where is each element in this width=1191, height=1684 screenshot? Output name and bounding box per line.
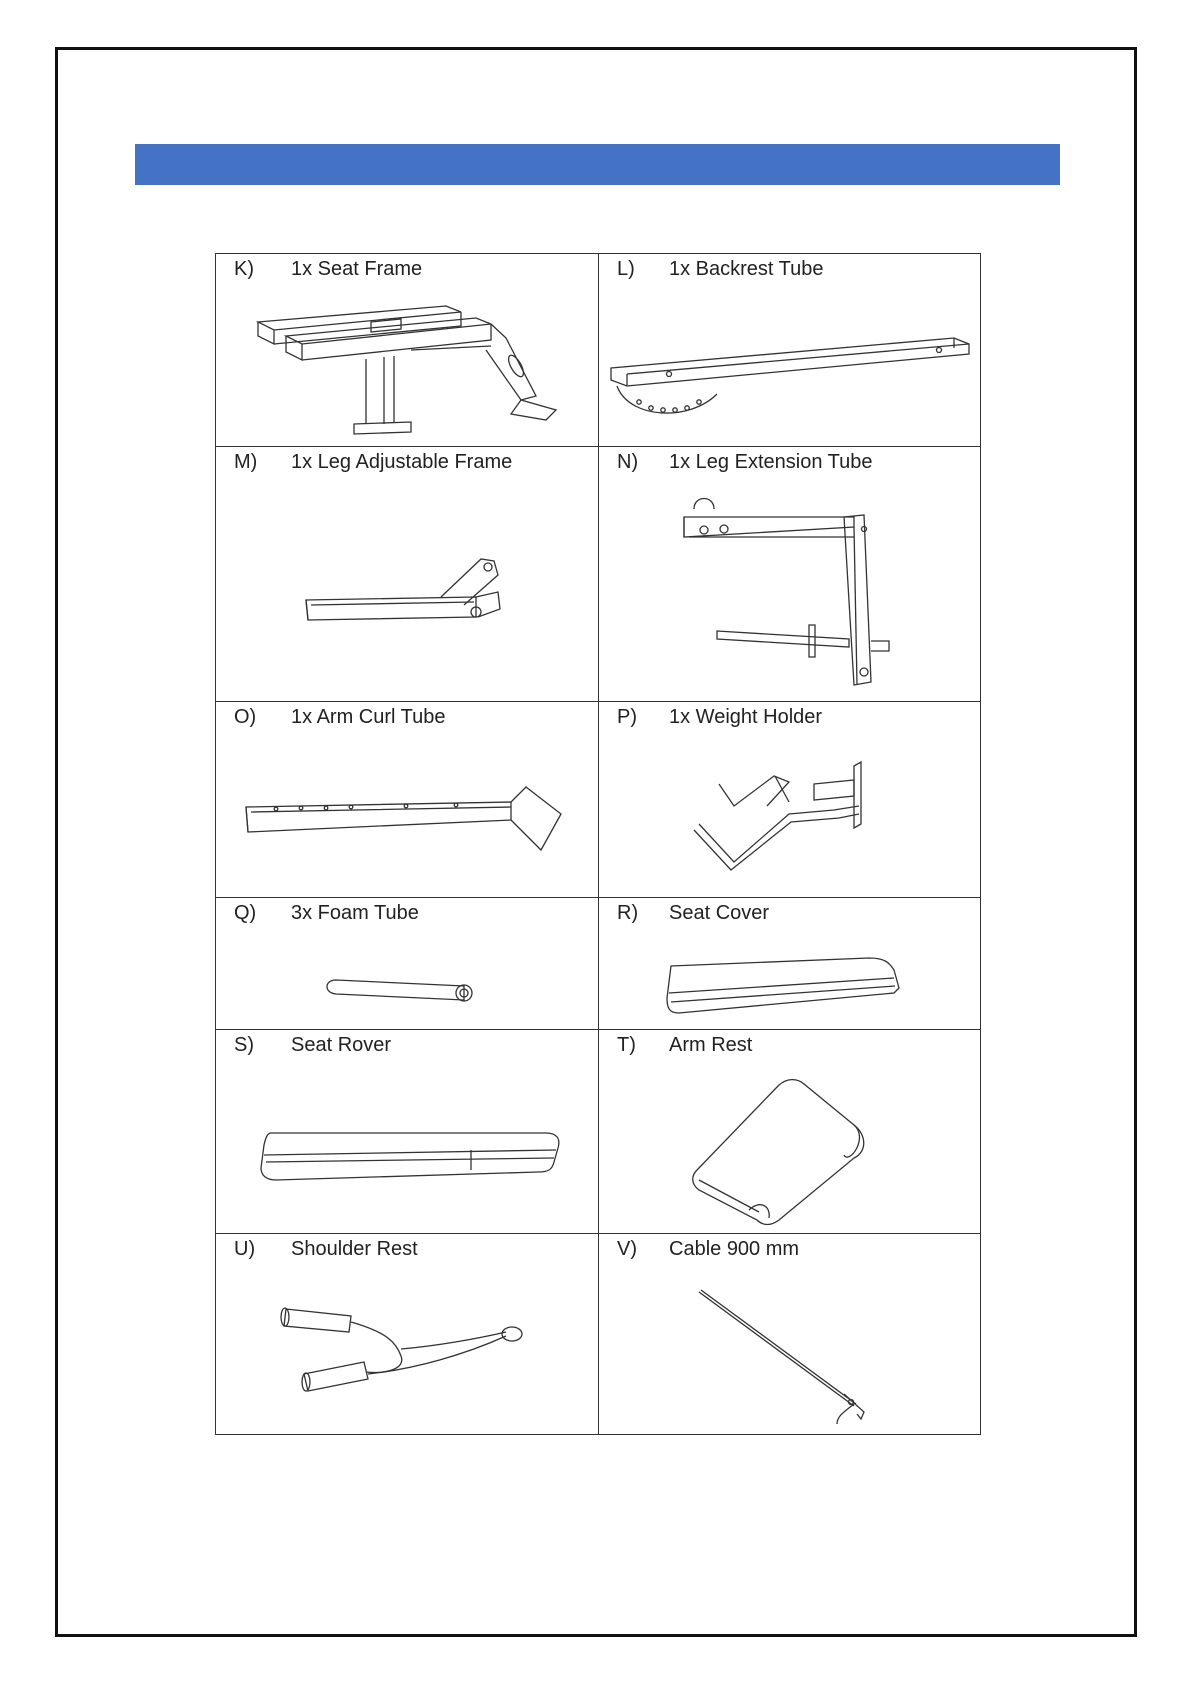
part-cell-m (216, 447, 599, 702)
leg-adjustable-frame-image (216, 447, 599, 701)
part-cell-t (599, 1030, 981, 1234)
part-name: Arm Rest (669, 1034, 753, 1056)
table-row (216, 1030, 981, 1234)
part-name: 1x Leg Adjustable Frame (291, 451, 513, 473)
part-label: S) (234, 1034, 254, 1056)
part-label: T) (617, 1034, 636, 1056)
part-label: U) (234, 1238, 256, 1260)
table-row (216, 1234, 981, 1435)
part-cell-r (599, 898, 981, 1030)
part-name: 1x Backrest Tube (669, 258, 824, 280)
part-label: L) (617, 258, 635, 280)
part-name: Seat Cover (669, 902, 770, 924)
part-cell-u (216, 1234, 599, 1435)
backrest-tube-image (599, 254, 981, 446)
part-name: Shoulder Rest (291, 1238, 418, 1260)
part-label: M) (234, 451, 258, 473)
seat-cover-image (599, 898, 981, 1029)
part-label: K) (234, 258, 254, 280)
table-row (216, 898, 981, 1030)
part-label: P) (617, 706, 637, 728)
part-label: Q) (234, 902, 257, 924)
part-name: 1x Leg Extension Tube (669, 451, 873, 473)
weight-holder-image (599, 702, 981, 897)
cable-image (599, 1234, 981, 1434)
part-label: V) (617, 1238, 637, 1260)
part-name: 1x Seat Frame (291, 258, 423, 280)
part-name: 1x Weight Holder (669, 706, 823, 728)
part-name: Cable 900 mm (669, 1238, 800, 1260)
section-header-bar (135, 144, 1060, 185)
part-cell-l (599, 254, 981, 447)
table-row (216, 254, 981, 447)
leg-extension-tube-image (599, 447, 981, 701)
part-cell-v (599, 1234, 981, 1435)
foam-tube-image (216, 898, 599, 1029)
part-cell-s (216, 1030, 599, 1234)
parts-table (215, 253, 981, 1435)
part-cell-q (216, 898, 599, 1030)
arm-rest-image (599, 1030, 981, 1233)
shoulder-rest-image (216, 1234, 599, 1434)
seat-rover-image (216, 1030, 599, 1233)
arm-curl-tube-image (216, 702, 599, 897)
part-name: 3x Foam Tube (291, 902, 419, 924)
part-label: O) (234, 706, 257, 728)
table-row (216, 447, 981, 702)
part-label: N) (617, 451, 639, 473)
part-label: R) (617, 902, 639, 924)
part-cell-k (216, 254, 599, 447)
part-name: Seat Rover (291, 1034, 392, 1056)
part-cell-p (599, 702, 981, 898)
table-row (216, 702, 981, 898)
part-cell-o (216, 702, 599, 898)
part-cell-n (599, 447, 981, 702)
part-name: 1x Arm Curl Tube (291, 706, 446, 728)
seat-frame-image (216, 254, 599, 446)
